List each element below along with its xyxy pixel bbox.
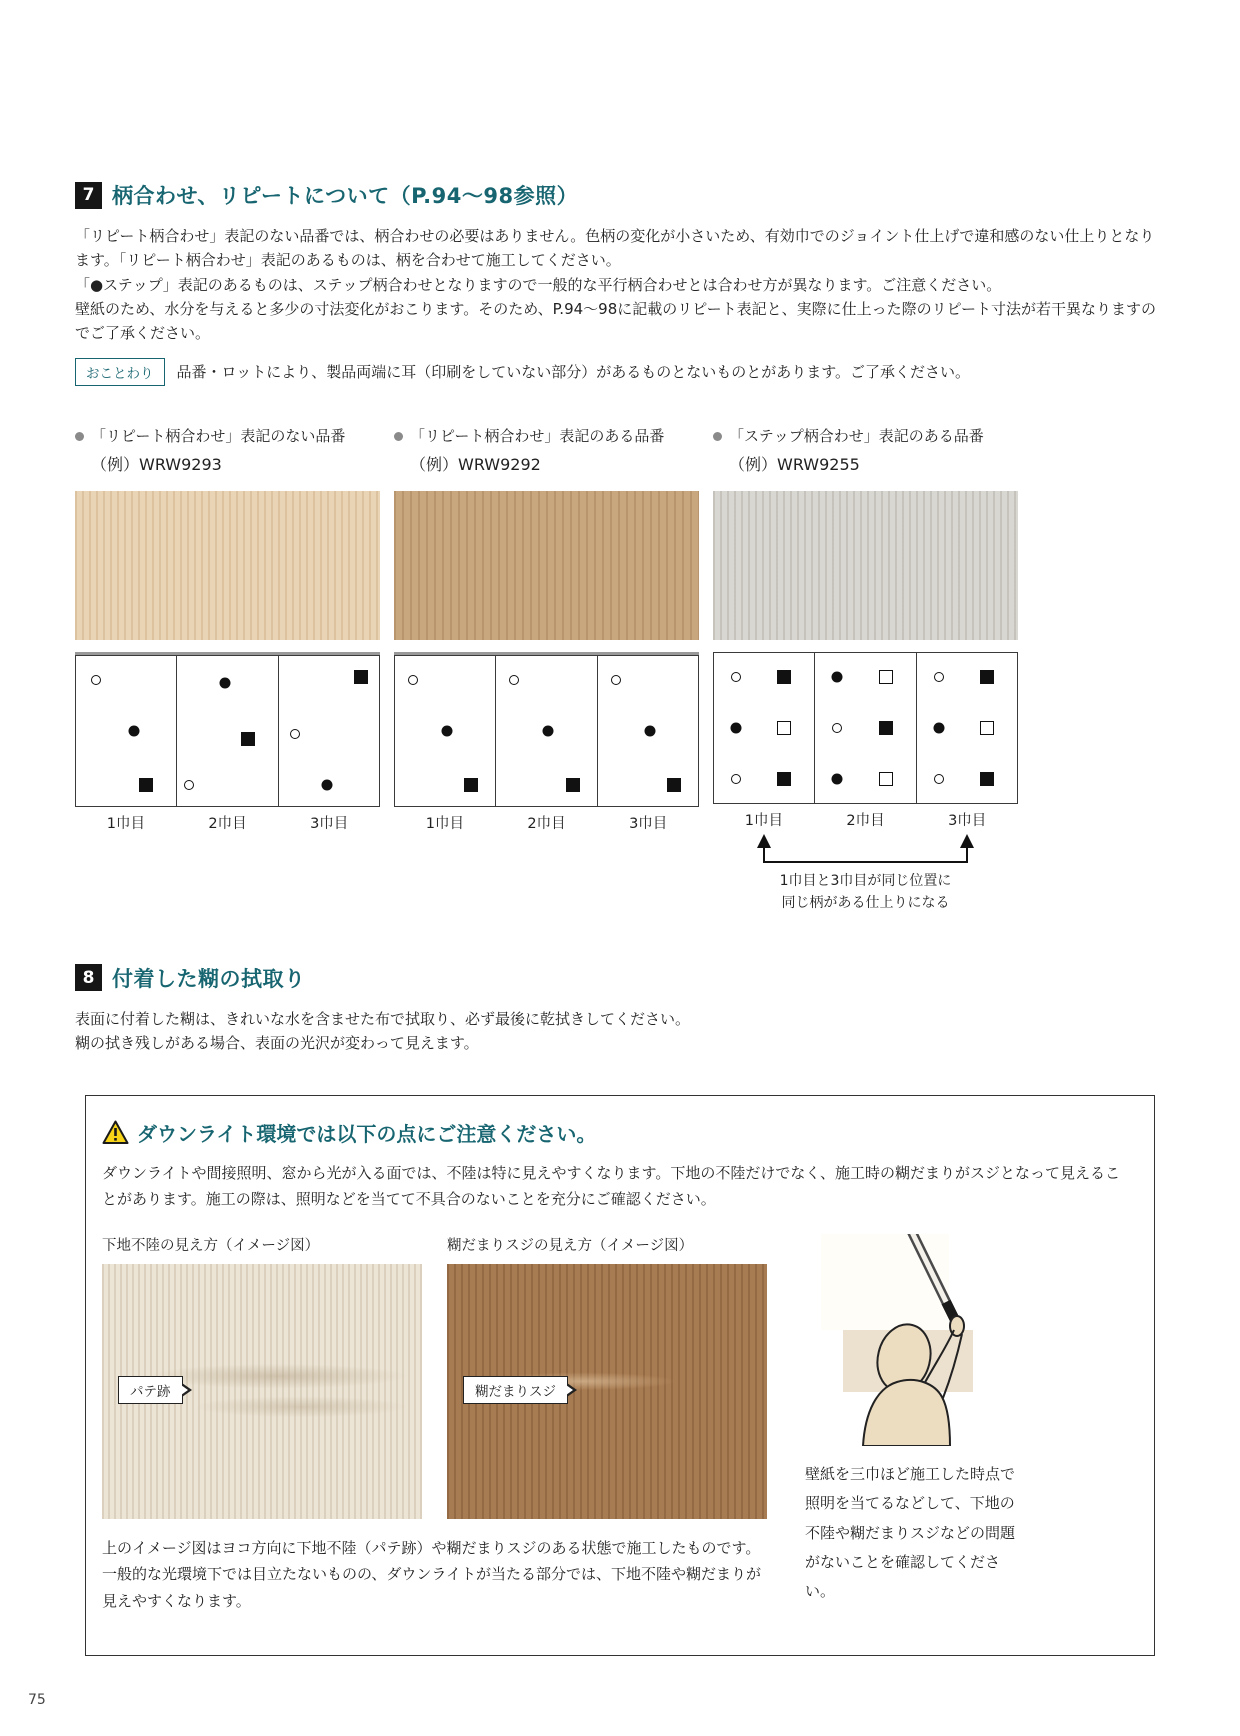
step-match-note-line: 同じ柄がある仕上りになる xyxy=(781,894,950,911)
square-open-symbol xyxy=(879,772,893,786)
strip-label: 1巾目 xyxy=(744,813,783,830)
diagram-strip-panel xyxy=(278,655,380,807)
circle-filled-symbol xyxy=(129,726,140,737)
section7-paragraph2: 「●ステップ」表記のあるものは、ステップ柄合わせとなりますので一般的な平行柄合わせとは合わせ方が異なります。ご注意ください。 xyxy=(75,275,1002,294)
section8-title: 付着した糊の拭取り xyxy=(112,966,306,991)
figure-mid-caption: 糊だまりスジの見え方（イメージ図） xyxy=(447,1238,694,1255)
square-open-symbol xyxy=(777,721,791,735)
strip-label: 1巾目 xyxy=(106,816,145,833)
square-filled-symbol xyxy=(980,670,994,684)
circle-open-symbol xyxy=(91,675,101,685)
circle-filled-symbol xyxy=(933,723,944,734)
section8-number-badge: 8 xyxy=(75,964,102,991)
section7-title: 柄合わせ、リピートについて（P.94～98参照） xyxy=(112,184,579,208)
pattern-position-diagram xyxy=(713,652,1018,804)
page-number: 75 xyxy=(28,1692,46,1708)
pattern-position-diagram xyxy=(394,652,699,807)
wallpaper-sample-image xyxy=(75,491,380,640)
circle-open-symbol xyxy=(509,675,519,685)
section7-paragraph3: 壁紙のため、水分を与えると多少の寸法変化がおこります。そのため、P.94～98に記載のリピート表記と、実際に仕上った際のリピート寸法が若干異なりますのでご了承ください。 xyxy=(75,299,1157,343)
warning-header xyxy=(102,1118,1136,1147)
pattern-column-heading-text: 「リピート柄合わせ」表記のある品番 xyxy=(410,427,665,446)
warning-figures-left-block xyxy=(102,1234,772,1629)
strip-labels xyxy=(713,809,1018,830)
diagram-strip-panel xyxy=(713,652,815,804)
inspection-illustration xyxy=(805,1234,997,1446)
section7-header xyxy=(75,180,1167,210)
section8-line2: 糊の拭き残しがある場合、表面の光沢が変わって見えます。 xyxy=(75,1033,479,1052)
pattern-example-code: （例）WRW9255 xyxy=(729,455,860,475)
pattern-column-heading xyxy=(394,426,699,448)
pattern-example-code: （例）WRW9293 xyxy=(91,455,222,475)
section8-line1: 表面に付着した糊は、きれいな水を含ませた布で拭取り、必ず最後に乾拭きしてください。 xyxy=(75,1009,691,1028)
bullet-icon xyxy=(713,432,722,441)
pattern-column xyxy=(394,426,699,833)
wallpaper-sample-image xyxy=(713,491,1018,640)
strip-label: 2巾目 xyxy=(846,813,885,830)
figure-substrate-unevenness xyxy=(102,1234,422,1519)
pattern-column-heading xyxy=(75,426,380,448)
pattern-example-columns xyxy=(75,426,1167,914)
square-open-symbol xyxy=(879,670,893,684)
circle-filled-symbol xyxy=(832,774,843,785)
circle-open-symbol xyxy=(731,774,741,784)
warning-triangle-icon xyxy=(102,1120,129,1145)
figure-mid-image xyxy=(447,1264,767,1519)
wallpaper-sample-image xyxy=(394,491,699,640)
circle-filled-symbol xyxy=(442,726,453,737)
square-filled-symbol xyxy=(464,778,478,792)
warning-body: ダウンライトや間接照明、窓から光が入る面では、不陸は特に見えやすくなります。下地の不陸だけでなく、施工時の糊だまりがスジとなって見えることがあります。施工の際は、照明などを当てて不具合のないことを充分にご確認ください。 xyxy=(102,1164,1121,1208)
circle-filled-symbol xyxy=(321,780,332,791)
disclaimer-row xyxy=(75,358,1167,386)
bullet-icon xyxy=(75,432,84,441)
section7-number-badge: 7 xyxy=(75,182,102,209)
circle-open-symbol xyxy=(731,672,741,682)
circle-filled-symbol xyxy=(644,726,655,737)
figure-left-image xyxy=(102,1264,422,1519)
figures-bottom-text: 上のイメージ図はヨコ方向に下地不陸（パテ跡）や糊だまりスジのある状態で施工したものです。一般的な光環境下では目立たないものの、ダウンライトが当たる部分では、下地不陸や糊だまりが見えやすくなります。 xyxy=(102,1539,761,1610)
square-filled-symbol xyxy=(241,732,255,746)
strip-label: 3巾目 xyxy=(310,816,349,833)
pattern-column-heading xyxy=(713,426,1018,448)
strip-labels xyxy=(394,812,699,833)
section8-header xyxy=(75,963,1167,993)
circle-filled-symbol xyxy=(832,672,843,683)
diagram-strip-panel xyxy=(176,655,278,807)
pattern-position-diagram xyxy=(75,652,380,807)
illustration-caption: 壁紙を三巾ほど施工した時点で照明を当てるなどして、下地の不陸や糊だまりスジなどの問題がないことを確認してください。 xyxy=(805,1465,1016,1601)
circle-filled-symbol xyxy=(731,723,742,734)
bullet-icon xyxy=(394,432,403,441)
pattern-column xyxy=(713,426,1018,914)
circle-open-symbol xyxy=(934,774,944,784)
figure-left-caption: 下地不陸の見え方（イメージ図） xyxy=(102,1238,320,1255)
putty-mark-callout: パテ跡 xyxy=(118,1376,183,1404)
diagram-strip-panel xyxy=(814,652,916,804)
circle-open-symbol xyxy=(184,780,194,790)
circle-open-symbol xyxy=(290,729,300,739)
glue-streak-callout: 糊だまりスジ xyxy=(463,1376,568,1404)
square-filled-symbol xyxy=(879,721,893,735)
figure-glue-streak xyxy=(447,1234,767,1519)
disclaimer-label: おことわり xyxy=(75,358,165,386)
step-match-note-line: 1巾目と3巾目が同じ位置に xyxy=(779,873,952,890)
warning-figures-row xyxy=(102,1234,1136,1629)
person-with-light-drawing xyxy=(805,1234,997,1446)
step-match-note xyxy=(713,871,1018,914)
pattern-column-heading-text: 「ステップ柄合わせ」表記のある品番 xyxy=(729,427,984,446)
square-filled-symbol xyxy=(980,772,994,786)
section7-paragraph1: 「リピート柄合わせ」表記のない品番では、柄合わせの必要はありません。色柄の変化が小さいため、有効巾でのジョイント仕上げで違和感のない仕上りとなります。「リピート柄合わせ」表記のあるものは、柄を合わせて施工してください。 xyxy=(75,227,1155,270)
diagram-strip-panel xyxy=(916,652,1018,804)
square-open-symbol xyxy=(980,721,994,735)
pattern-example-code: （例）WRW9292 xyxy=(410,455,541,475)
pattern-column-heading-text: 「リピート柄合わせ」表記のない品番 xyxy=(91,427,346,446)
circle-open-symbol xyxy=(408,675,418,685)
circle-open-symbol xyxy=(611,675,621,685)
disclaimer-text: 品番・ロットにより、製品両端に耳（印刷をしていない部分）があるものとないものとがあります。ご了承ください。 xyxy=(176,363,971,382)
square-filled-symbol xyxy=(139,778,153,792)
diagram-strip-panel xyxy=(597,655,699,807)
strip-label: 3巾目 xyxy=(948,813,987,830)
strip-label: 2巾目 xyxy=(527,816,566,833)
square-filled-symbol xyxy=(566,778,580,792)
strip-label: 3巾目 xyxy=(629,816,668,833)
square-filled-symbol xyxy=(354,670,368,684)
figure-pair xyxy=(102,1234,772,1519)
circle-filled-symbol xyxy=(543,726,554,737)
pattern-column xyxy=(75,426,380,833)
same-position-bracket xyxy=(713,832,1018,868)
downlight-warning-box xyxy=(85,1095,1155,1656)
strip-label: 1巾目 xyxy=(425,816,464,833)
section8 xyxy=(75,963,1167,1056)
up-arrow-icon xyxy=(960,834,974,848)
square-filled-symbol xyxy=(777,670,791,684)
strip-label: 2巾目 xyxy=(208,816,247,833)
square-filled-symbol xyxy=(667,778,681,792)
circle-open-symbol xyxy=(934,672,944,682)
diagram-strip-panel xyxy=(495,655,597,807)
square-filled-symbol xyxy=(777,772,791,786)
inspection-illustration-block xyxy=(805,1234,1017,1629)
warning-title: ダウンライト環境では以下の点にご注意ください。 xyxy=(137,1122,597,1147)
diagram-strip-panel xyxy=(394,655,496,807)
circle-filled-symbol xyxy=(220,678,231,689)
strip-labels xyxy=(75,812,380,833)
circle-open-symbol xyxy=(832,723,842,733)
page-content xyxy=(75,180,1167,1656)
up-arrow-icon xyxy=(757,834,771,848)
diagram-strip-panel xyxy=(75,655,177,807)
